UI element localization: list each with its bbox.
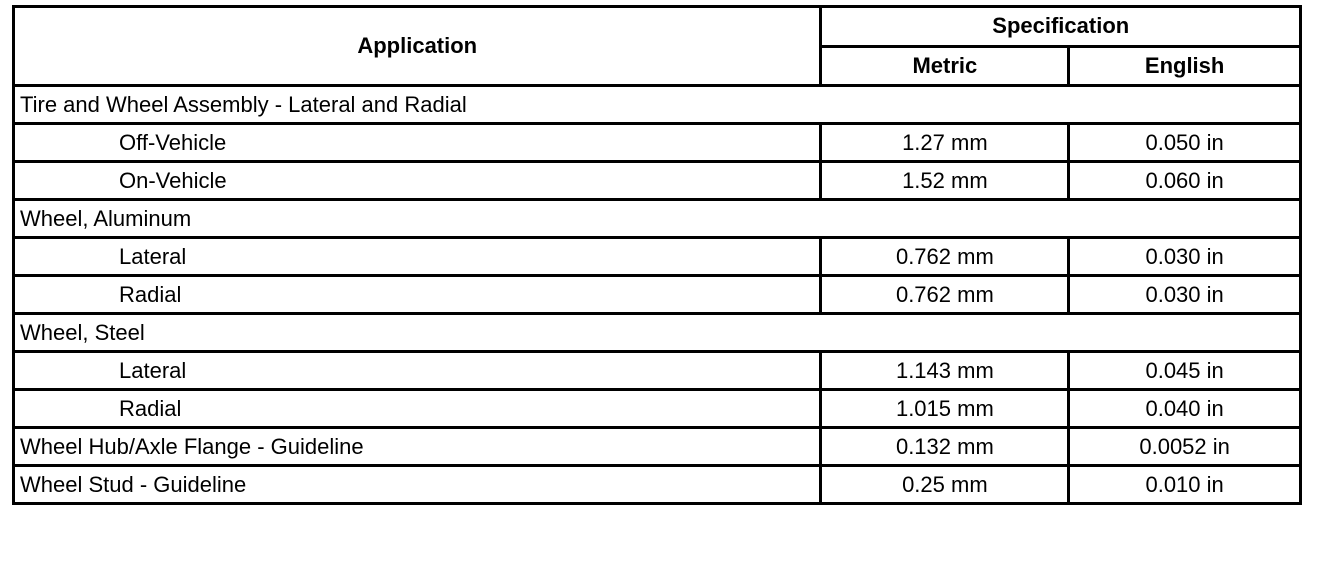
table-body xyxy=(14,86,1301,504)
table-group-row xyxy=(14,86,1301,124)
metric-value-cell: 1.015 mm xyxy=(821,390,1069,428)
table-group-row xyxy=(14,200,1301,238)
metric-value-cell: 1.143 mm xyxy=(821,352,1069,390)
group-label: Wheel, Aluminum xyxy=(14,200,1301,238)
table-row xyxy=(14,352,1301,390)
table-row xyxy=(14,276,1301,314)
english-column-header: English xyxy=(1069,46,1301,86)
specification-column-header: Specification xyxy=(821,7,1301,47)
table-group-row xyxy=(14,314,1301,352)
table-row xyxy=(14,390,1301,428)
metric-value-cell: 0.25 mm xyxy=(821,466,1069,504)
application-cell: Off-Vehicle xyxy=(14,124,821,162)
table-header xyxy=(14,7,1301,86)
application-cell: Radial xyxy=(14,390,821,428)
metric-value-cell: 1.27 mm xyxy=(821,124,1069,162)
application-column-header: Application xyxy=(14,7,821,86)
english-value-cell: 0.0052 in xyxy=(1069,428,1301,466)
english-value-cell: 0.045 in xyxy=(1069,352,1301,390)
application-cell: Wheel Hub/Axle Flange - Guideline xyxy=(14,428,821,466)
english-value-cell: 0.050 in xyxy=(1069,124,1301,162)
application-cell: Radial xyxy=(14,276,821,314)
metric-value-cell: 0.132 mm xyxy=(821,428,1069,466)
english-value-cell: 0.030 in xyxy=(1069,238,1301,276)
runout-specification-table xyxy=(12,5,1302,505)
metric-value-cell: 0.762 mm xyxy=(821,276,1069,314)
table-row xyxy=(14,428,1301,466)
application-cell: Lateral xyxy=(14,238,821,276)
application-cell: Lateral xyxy=(14,352,821,390)
table-row xyxy=(14,124,1301,162)
application-cell: Wheel Stud - Guideline xyxy=(14,466,821,504)
metric-column-header: Metric xyxy=(821,46,1069,86)
group-label: Tire and Wheel Assembly - Lateral and Radial xyxy=(14,86,1301,124)
application-cell: On-Vehicle xyxy=(14,162,821,200)
table-row xyxy=(14,162,1301,200)
metric-value-cell: 1.52 mm xyxy=(821,162,1069,200)
english-value-cell: 0.030 in xyxy=(1069,276,1301,314)
table-row xyxy=(14,466,1301,504)
english-value-cell: 0.060 in xyxy=(1069,162,1301,200)
english-value-cell: 0.010 in xyxy=(1069,466,1301,504)
english-value-cell: 0.040 in xyxy=(1069,390,1301,428)
group-label: Wheel, Steel xyxy=(14,314,1301,352)
metric-value-cell: 0.762 mm xyxy=(821,238,1069,276)
table-row xyxy=(14,238,1301,276)
